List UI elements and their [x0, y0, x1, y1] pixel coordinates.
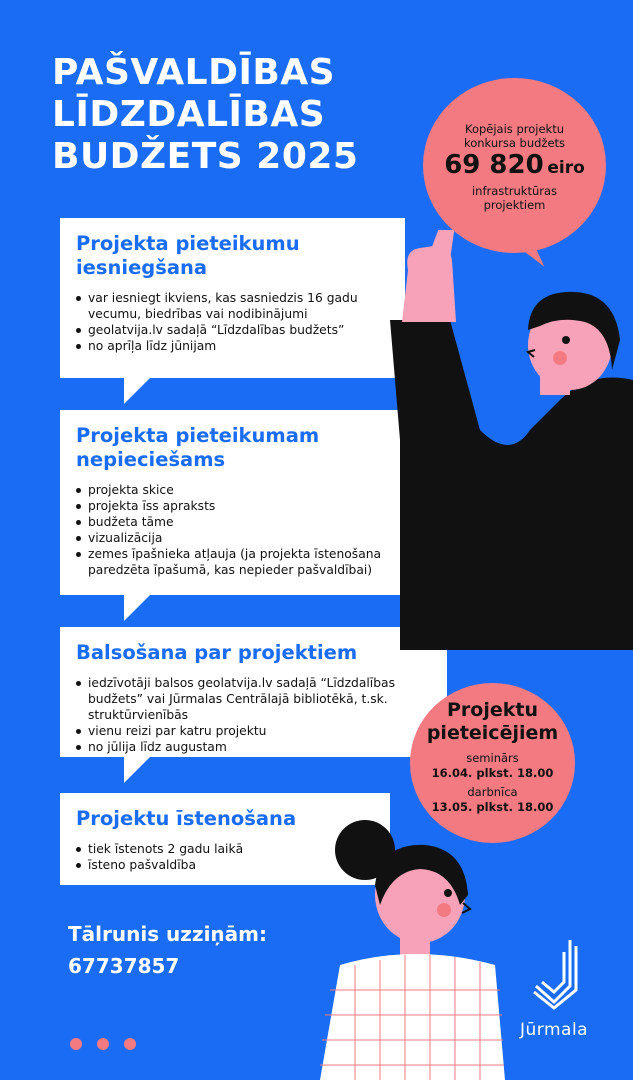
budget-unit: eiro: [547, 158, 585, 178]
list-item: īsteno pašvaldība: [76, 857, 374, 873]
list-item: iedzīvotāji balsos geolatvija.lv sadaļā “Līdzdalības budžets” vai Jūrmalas Centrālajā bibliotēkā, t.sk. struktūrvienībās: [76, 675, 431, 723]
speech-tail: [124, 757, 150, 783]
list-item: no jūlija līdz augustam: [76, 739, 431, 755]
applicants-title-line-2: pieteicējiem: [426, 722, 559, 744]
contact-phone[interactable]: 67737857: [68, 954, 180, 978]
section-voting: [60, 627, 447, 757]
applicants-title-line-1: Projektu: [447, 699, 538, 721]
speech-tail: [124, 378, 150, 404]
heading-line: Balsošana par projektiem: [76, 641, 358, 664]
title-line-2: LĪDZDALĪBAS: [52, 94, 326, 135]
seminar-label: seminārs: [466, 751, 519, 765]
jurmala-logo-icon: [532, 938, 584, 1010]
contact-label: Tālrunis uzziņām:: [68, 922, 268, 946]
list-item: zemes īpašnieka atļauja (ja projekta īstenošana paredzēta īpašumā, kas nepieder pašvaldībai): [76, 546, 389, 578]
heading-line: nepieciešams: [76, 448, 226, 471]
budget-amount-row: [423, 150, 606, 184]
decorative-dot: [97, 1038, 109, 1050]
section-submission: [60, 218, 405, 378]
list-item: budžeta tāme: [76, 514, 389, 530]
section-submission-heading: [76, 232, 389, 280]
contact-block: [68, 920, 267, 980]
budget-line-2: konkursa budžets: [463, 136, 566, 150]
section-submission-list: [76, 290, 389, 354]
budget-line-3: infrastruktūras: [471, 184, 558, 198]
list-item: tiek īstenots 2 gadu laikā: [76, 841, 374, 857]
list-item: vizualizācija: [76, 530, 389, 546]
budget-amount: 69 820: [444, 150, 544, 180]
budget-line-1: Kopējais projektu: [464, 122, 564, 136]
heading-line: Projekta pieteikumu: [76, 232, 300, 255]
workshop-label: darbnīca: [467, 785, 518, 799]
speech-tail: [124, 595, 150, 621]
title-line-3: BUDŽETS 2025: [52, 136, 359, 177]
section-voting-heading: [76, 641, 431, 665]
list-item: var iesniegt ikviens, kas sasniedzis 16 gadu vecumu, biedrības vai nodibinājumi: [76, 290, 389, 322]
section-requirements-heading: [76, 424, 389, 472]
applicants-bubble: [410, 683, 575, 843]
list-item: projekta skice: [76, 482, 389, 498]
title-line-1: PAŠVALDĪBAS: [52, 52, 336, 93]
heading-line: iesniegšana: [76, 256, 208, 279]
heading-line: Projekta pieteikumam: [76, 424, 320, 447]
seminar-date: 16.04. plkst. 18.00: [431, 766, 554, 780]
decorative-dot: [70, 1038, 82, 1050]
section-requirements: [60, 410, 405, 595]
logo-text: Jūrmala: [520, 1020, 589, 1040]
budget-bubble: [423, 78, 606, 253]
list-item: geolatvija.lv sadaļā “Līdzdalības budžets”: [76, 322, 389, 338]
decorative-dot: [124, 1038, 136, 1050]
person-pointing-illustration: [390, 230, 633, 650]
section-voting-list: [76, 675, 431, 755]
budget-line-4: projektiem: [483, 198, 546, 212]
page-title: [52, 52, 358, 178]
section-requirements-list: [76, 482, 389, 578]
person-bun-illustration: [320, 815, 633, 1080]
workshop-date: 13.05. plkst. 18.00: [431, 800, 554, 814]
list-item: projekta īss apraksts: [76, 498, 389, 514]
list-item: vienu reizi par katru projektu: [76, 723, 431, 739]
heading-line: Projektu īstenošana: [76, 807, 297, 830]
list-item: no aprīļa līdz jūnijam: [76, 338, 389, 354]
